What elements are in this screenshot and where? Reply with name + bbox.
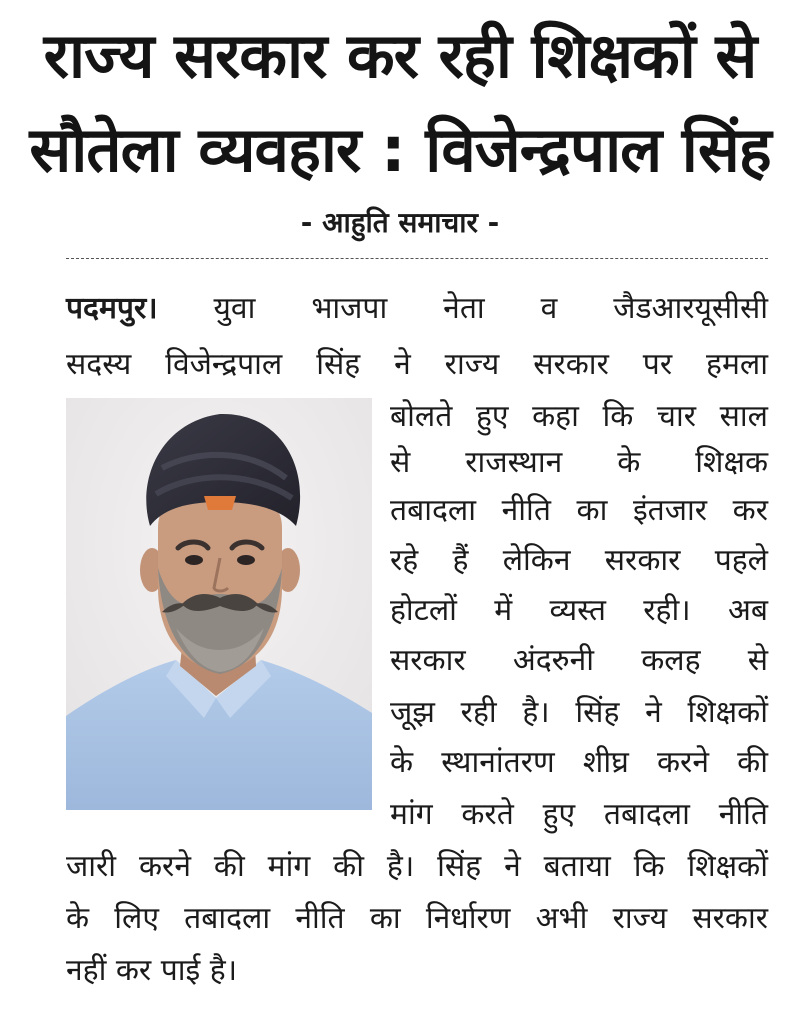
body-line-8: सरकार अंदरुनी कलह से <box>390 643 768 678</box>
body-line-12: जारी करने की मांग की है। सिंह ने बताया कि शिक्षकों <box>66 849 768 884</box>
body-line-1-text: युवा भाजपा नेता व जैडआरयूसीसी <box>157 291 768 326</box>
body-line-4: से राजस्थान के शिक्षक <box>390 445 768 480</box>
body-line-1 <box>66 288 768 330</box>
body-line-13: के लिए तबादला नीति का निर्धारण अभी राज्य सरकार <box>66 901 768 936</box>
body-line-11: मांग करते हुए तबादला नीति <box>390 797 768 832</box>
body-line-14: नहीं कर पाई है। <box>66 953 238 988</box>
body-line-10: के स्थानांतरण शीघ्र करने की <box>390 745 768 780</box>
dashed-divider <box>66 258 768 259</box>
portrait-photo <box>66 398 372 810</box>
body-line-9: जूझ रही है। सिंह ने शिक्षकों <box>390 695 768 730</box>
dateline: पदमपुर। <box>66 291 158 326</box>
body-line-3: बोलते हुए कहा कि चार साल <box>390 399 768 434</box>
body-line-2: सदस्य विजेन्द्रपाल सिंह ने राज्य सरकार पर हमला <box>66 347 768 382</box>
portrait-illustration <box>66 398 372 810</box>
byline: - आहुति समाचार - <box>300 206 500 239</box>
body-line-5: तबादला नीति का इंतजार कर <box>390 493 768 528</box>
headline-line-2: सौतेला व्यवहार : विजेन्द्रपाल सिंह <box>29 113 771 186</box>
headline-line-1: राज्य सरकार कर रही शिक्षकों से <box>43 19 757 92</box>
body-line-7: होटलों में व्यस्त रही। अब <box>390 593 768 628</box>
body-line-6: रहे हैं लेकिन सरकार पहले <box>390 543 768 578</box>
